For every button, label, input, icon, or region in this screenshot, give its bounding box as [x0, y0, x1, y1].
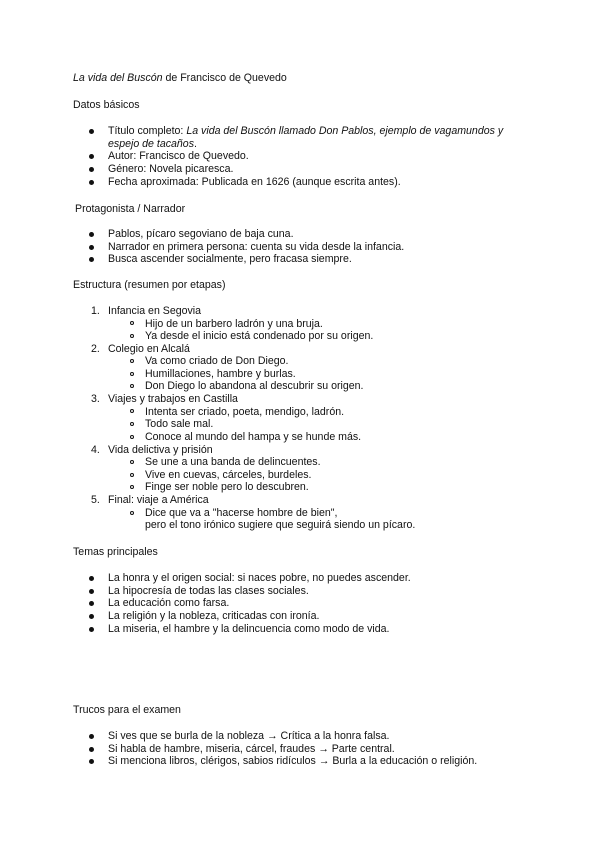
stage-label: Final: viaje a América [108, 494, 209, 506]
bullet-icon [89, 576, 94, 581]
stage-label: Infancia en Segovia [108, 305, 202, 317]
section-heading-trucos: Trucos para el examen [73, 704, 181, 716]
list-item: La hipocresía de todas las clases sociales. [108, 584, 309, 597]
stage-label: Vida delictiva y prisión [108, 443, 213, 456]
sub-item: Todo sale mal. [145, 418, 214, 430]
title-rest: de Francisco de Quevedo [162, 72, 287, 84]
bullet-icon [89, 734, 94, 739]
list-item: La religión y la nobleza, criticadas con ironía. [108, 610, 320, 622]
list-item-titulo-cont [108, 138, 197, 151]
titulo-value-cont: espejo de tacaños [108, 137, 194, 150]
book-title: La vida del Buscón [73, 72, 163, 84]
titulo-label: Título completo: [108, 125, 187, 137]
list-item: Si habla de hambre, miseria, cárcel, fraudes → Parte central. [108, 742, 395, 755]
circle-bullet-icon [130, 334, 134, 338]
bullet-icon [89, 257, 94, 262]
stage-label: Viajes y trabajos en Castilla [108, 393, 238, 405]
sub-item: Humillaciones, hambre y burlas. [145, 367, 296, 380]
stage-label: Colegio en Alcalá [108, 342, 190, 355]
bullet-icon [89, 129, 94, 134]
circle-bullet-icon [130, 372, 134, 376]
bullet-icon [89, 589, 94, 594]
sub-item: Va como criado de Don Diego. [145, 355, 289, 367]
list-item: Si ves que se burla de la nobleza → Crítica a la honra falsa. [108, 730, 390, 742]
list-item: Narrador en primera persona: cuenta su vida desde la infancia. [108, 240, 405, 253]
bullet-icon [89, 232, 94, 237]
circle-bullet-icon [130, 409, 134, 413]
section-heading-estructura: Estructura (resumen por etapas) [73, 279, 226, 291]
list-item: Busca ascender socialmente, pero fracasa siempre. [108, 253, 352, 265]
list-item: Pablos, pícaro segoviano de baja cuna. [108, 228, 294, 240]
circle-bullet-icon [130, 511, 134, 515]
circle-bullet-icon [130, 359, 134, 363]
sub-item: Dice que va a "hacerse hombre de bien", [145, 506, 338, 519]
sub-item: Finge ser noble pero lo descubren. [145, 481, 309, 493]
bullet-icon [89, 180, 94, 185]
list-item: La honra y el origen social: si naces pobre, no puedes ascender. [108, 572, 411, 584]
section-heading-temas: Temas principales [73, 546, 158, 558]
list-item-genero: Género: Novela picaresca. [108, 163, 234, 175]
sub-item: Hijo de un barbero ladrón y una bruja. [145, 317, 323, 330]
sub-item: Conoce al mundo del hampa y se hunde más. [145, 430, 362, 443]
sub-item: Se une a una banda de delincuentes. [145, 456, 321, 468]
stage-number: 5. [91, 494, 100, 506]
section-heading-protagonista: Protagonista / Narrador [75, 203, 186, 215]
circle-bullet-icon [130, 485, 134, 489]
circle-bullet-icon [130, 460, 134, 464]
circle-bullet-icon [130, 321, 134, 325]
circle-bullet-icon [130, 473, 134, 477]
list-item-titulo [108, 125, 503, 138]
circle-bullet-icon [130, 384, 134, 388]
list-item-fecha: Fecha aproximada: Publicada en 1626 (aunque escrita antes). [108, 175, 401, 188]
list-item: La educación como farsa. [108, 597, 230, 609]
bullet-icon [89, 627, 94, 632]
bullet-icon [89, 614, 94, 619]
bullet-icon [89, 154, 94, 159]
bullet-icon [89, 747, 94, 752]
list-item: Si menciona libros, clérigos, sabios ridículos → Burla a la educación o religión. [108, 755, 478, 767]
bullet-icon [89, 601, 94, 606]
titulo-value: La vida del Buscón llamado Don Pablos, ejemplo de vagamundos y [186, 125, 504, 137]
section-heading-datos: Datos básicos [73, 99, 140, 111]
sub-item-continuation: pero el tono irónico sugiere que seguirá siendo un pícaro. [145, 519, 416, 531]
circle-bullet-icon [130, 422, 134, 426]
bullet-icon [89, 759, 94, 764]
stage-number: 2. [91, 342, 100, 355]
list-item: La miseria, el hambre y la delincuencia como modo de vida. [108, 622, 390, 635]
sub-item: Don Diego lo abandona al descubrir su origen. [145, 380, 364, 392]
sub-item: Ya desde el inicio está condenado por su origen. [145, 330, 374, 342]
list-item-autor: Autor: Francisco de Quevedo. [108, 150, 249, 162]
stage-number: 4. [91, 443, 100, 456]
titulo-end: . [194, 137, 197, 150]
bullet-icon [89, 245, 94, 250]
stage-number: 3. [91, 393, 100, 405]
bullet-icon [89, 167, 94, 172]
sub-item: Intenta ser criado, poeta, mendigo, ladrón. [145, 405, 345, 418]
sub-item: Vive en cuevas, cárceles, burdeles. [145, 468, 312, 481]
circle-bullet-icon [130, 435, 134, 439]
stage-number: 1. [91, 305, 100, 317]
document-title [73, 72, 287, 85]
